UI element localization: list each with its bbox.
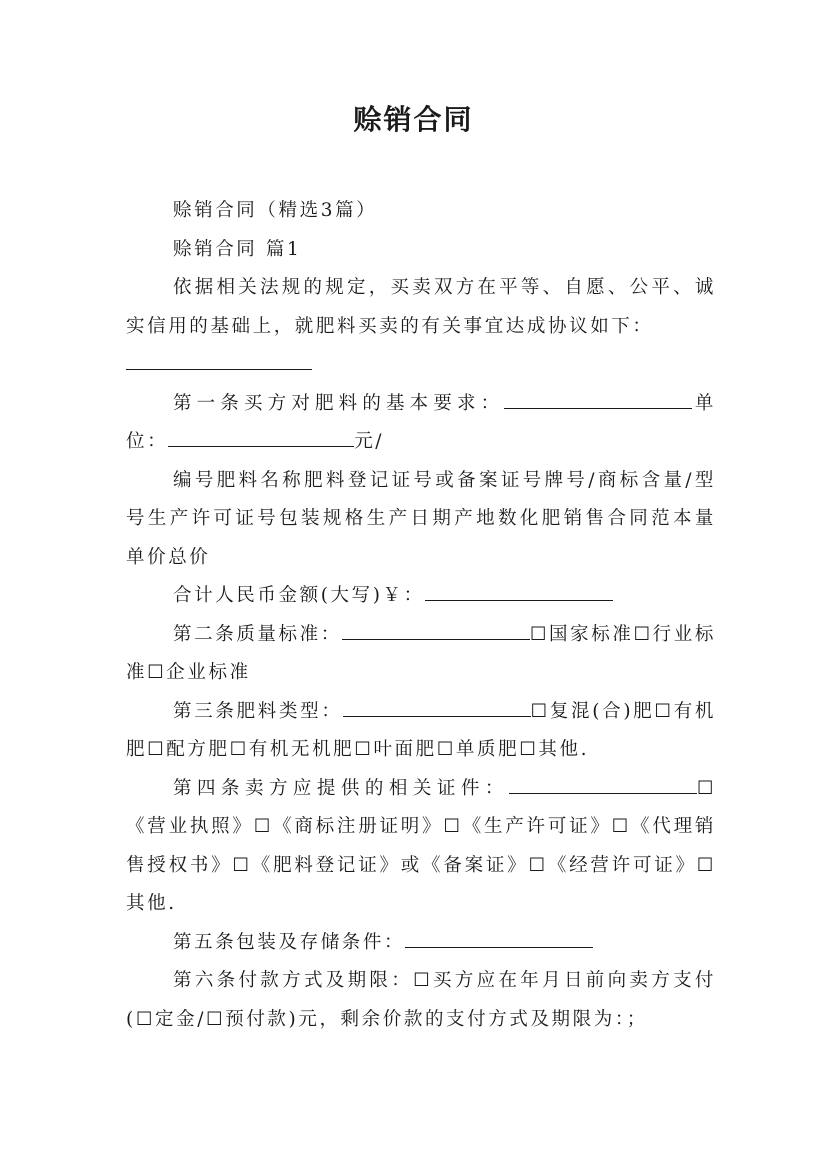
section-heading: 赊销合同 篇1 xyxy=(173,238,302,260)
article-4-text: 第四条卖方应提供的相关证件： xyxy=(173,777,509,799)
article-3-text: 第三条肥料类型： xyxy=(173,700,343,722)
article-5-text: 第五条包装及存储条件： xyxy=(173,931,406,953)
article-2 xyxy=(126,616,716,693)
article-3 xyxy=(126,693,716,770)
fill-blank xyxy=(168,424,354,447)
fill-blank xyxy=(405,925,593,948)
article-4 xyxy=(126,770,716,924)
table-columns-paragraph: 编号肥料名称肥料登记证号或备案证号牌号/商标含量/型号生产许可证号包装规格生产日期产地数化肥销售合同范本量单价总价 xyxy=(126,469,716,568)
article-6: 第六条付款方式及期限：☐买方应在年月日前向卖方支付(☐定金/☐预付款)元，剩余价款的支付方式及期限为：； xyxy=(126,970,716,1030)
document-subtitle: 赊销合同（精选3篇） xyxy=(173,200,378,221)
article-1-text: 第一条买方对肥料的基本要求： xyxy=(173,392,505,414)
fill-blank xyxy=(342,617,530,640)
document-title: 赊销合同 xyxy=(353,103,474,136)
article-1-unit-label: 单位： xyxy=(126,392,716,452)
intro-text: 依据相关法规的规定，买卖双方在平等、自愿、公平、诚实信用的基础上，就肥料买卖的有关事宜达成协议如下： xyxy=(126,277,716,337)
fill-blank xyxy=(504,386,692,409)
article-2-options: ☐国家标准☐行业标准☐企业标准 xyxy=(126,623,716,683)
fill-blank xyxy=(126,347,312,370)
total-amount xyxy=(126,577,716,616)
article-2-text: 第二条质量标准： xyxy=(173,623,342,645)
total-amount-text: 合计人民币金额(大写)￥： xyxy=(173,585,425,606)
article-4-options: ☐《营业执照》☐《商标注册证明》☐《生产许可证》☐《代理销售授权书》☐《肥料登记证》或《备案证》☐《经营许可证》☐其他. xyxy=(126,777,716,914)
fill-blank xyxy=(509,771,697,794)
article-5 xyxy=(126,924,716,963)
article-1-currency: 元/ xyxy=(354,431,385,452)
document-body xyxy=(126,192,716,1039)
intro-paragraph xyxy=(126,269,716,346)
article-3-options: ☐复混(合)肥☐有机肥☐配方肥☐有机无机肥☐叶面肥☐单质肥☐其他. xyxy=(126,700,716,760)
intro-blank-line xyxy=(126,346,716,385)
article-1 xyxy=(126,385,716,462)
fill-blank xyxy=(425,578,613,601)
fill-blank xyxy=(343,694,531,717)
